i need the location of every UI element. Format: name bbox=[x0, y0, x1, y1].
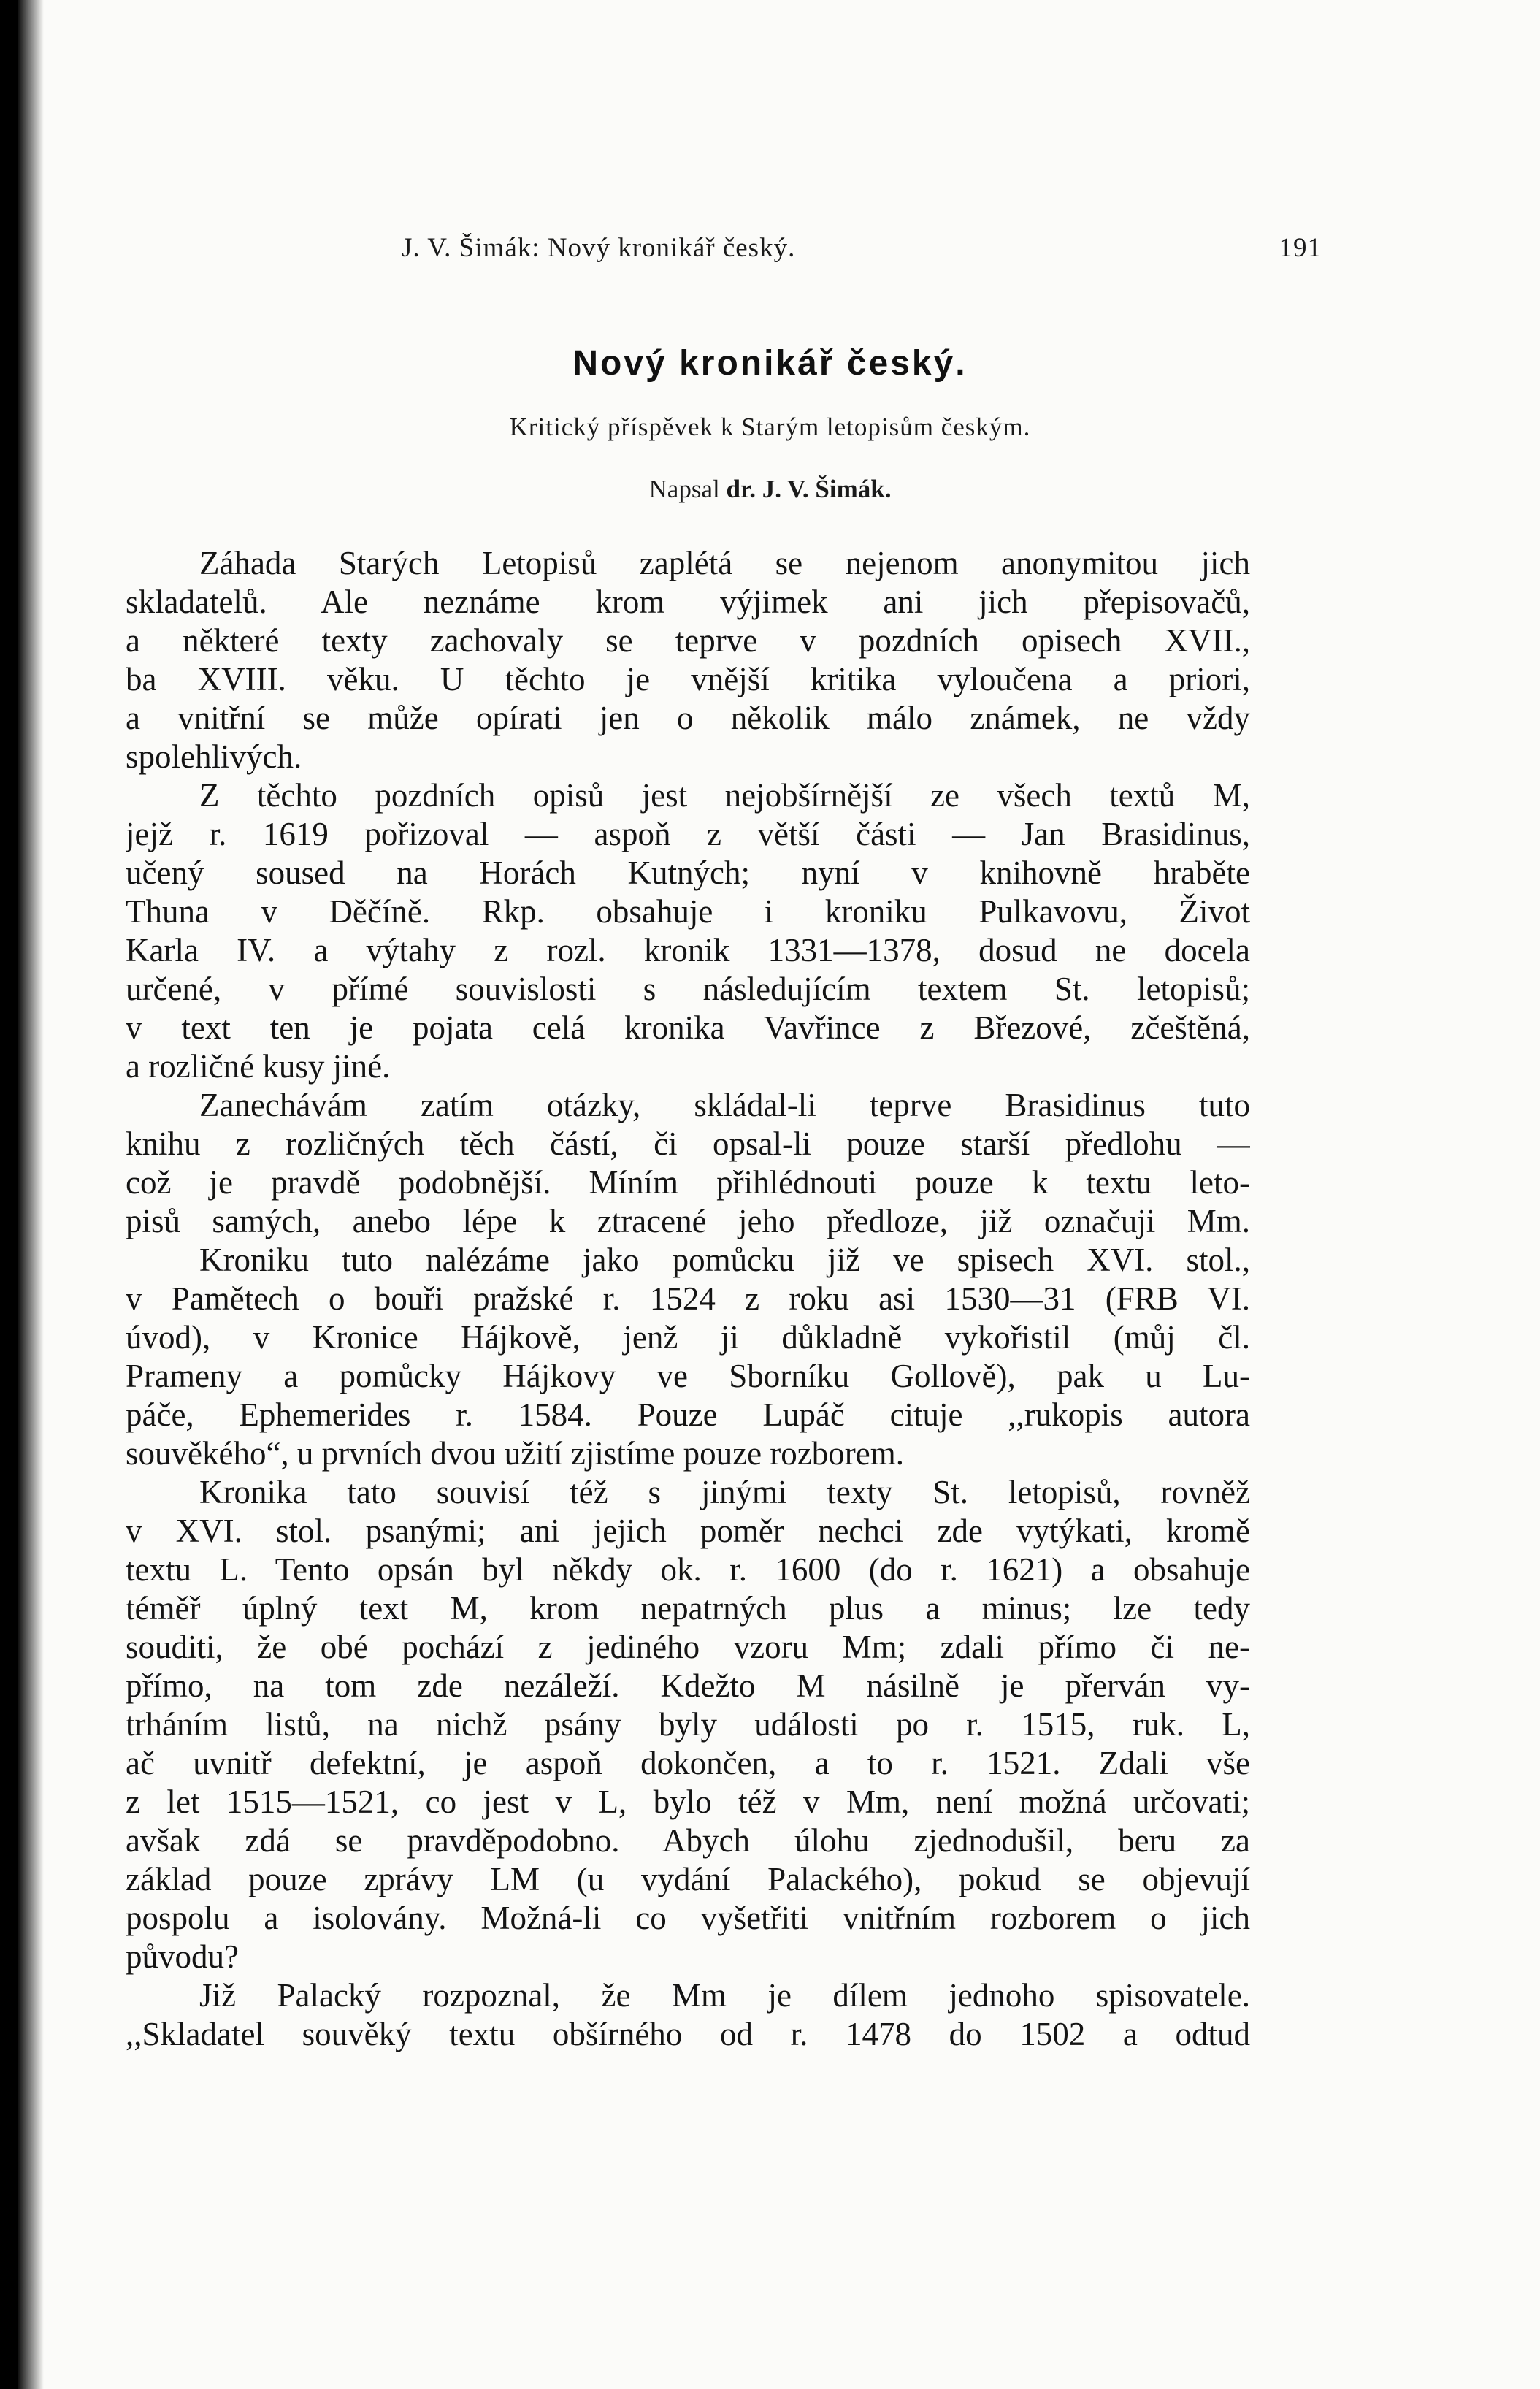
text-line: spolehlivých. bbox=[126, 738, 302, 775]
text-line: učený soused na Horách Kutných; nyní v knihovně hraběte bbox=[126, 855, 1250, 891]
text-line: Z těchto pozdních opisů jest nejobšírnější ze všech textů M, bbox=[199, 777, 1250, 814]
text-line: a některé texty zachovaly se teprve v pozdních opisech XVII., bbox=[126, 622, 1250, 659]
text-line: souditi, že obé pochází z jediného vzoru Mm; zdali přímo či ne- bbox=[126, 1629, 1250, 1665]
text-line: úvod), v Kronice Hájkově, jenž ji důkladně vykořistil (můj čl. bbox=[126, 1319, 1250, 1356]
article-subtitle: Kritický příspěvek k Starým letopisům českým. bbox=[509, 413, 1031, 441]
byline-prefix: Napsal bbox=[648, 475, 720, 503]
text-line: páče, Ephemerides r. 1584. Pouze Lupáč cituje ,,rukopis autora bbox=[126, 1396, 1250, 1433]
running-head-title: J. V. Šimák: Nový kronikář český. bbox=[402, 233, 796, 263]
text-line: a vnitřní se může opírati jen o několik málo známek, ne vždy bbox=[126, 700, 1250, 736]
article-title: Nový kronikář český. bbox=[572, 344, 968, 383]
text-line: Zanechávám zatím otázky, skládal-li teprve Brasidinus tuto bbox=[199, 1087, 1250, 1123]
text-line: pospolu a isolovány. Možná-li co vyšetřiti vnitřním rozborem o jich bbox=[126, 1900, 1250, 1936]
text-line: skladatelů. Ale neznáme krom výjimek ani jich přepisovačů, bbox=[126, 584, 1250, 620]
page-number: 191 bbox=[1279, 233, 1322, 263]
text-line: knihu z rozličných těch částí, či opsal-li pouze starší předlohu — bbox=[126, 1125, 1250, 1162]
body-text bbox=[126, 544, 1250, 2054]
text-line: v text ten je pojata celá kronika Vavřince z Březové, zčeštěná, bbox=[126, 1009, 1250, 1046]
running-head bbox=[117, 232, 1322, 276]
text-line: což je pravdě podobnější. Míním přihlédnouti pouze k textu leto- bbox=[126, 1164, 1250, 1201]
text-line: ,,Skladatel souvěký textu obšírného od r. 1478 do 1502 a odtud bbox=[126, 2016, 1250, 2052]
text-line: Thuna v Děčíně. Rkp. obsahuje i kroniku Pulkavovu, Život bbox=[126, 893, 1250, 930]
text-line: přímo, na tom zde nezáleží. Kdežto M násilně je přerván vy- bbox=[126, 1667, 1250, 1704]
text-line: Kronika tato souvisí též s jinými texty St. letopisů, rovněž bbox=[199, 1474, 1250, 1510]
text-line: Karla IV. a výtahy z rozl. kronik 1331—1378, dosud ne docela bbox=[126, 932, 1250, 968]
text-line: avšak zdá se pravděpodobno. Abych úlohu zjednodušil, beru za bbox=[126, 1822, 1250, 1859]
text-line: v XVI. stol. psanými; ani jejich poměr nechci zde vytýkati, kromě bbox=[126, 1513, 1250, 1549]
text-line: pisů samých, anebo lépe k ztracené jeho předloze, již označuji Mm. bbox=[126, 1203, 1250, 1239]
text-line: textu L. Tento opsán byl někdy ok. r. 1600 (do r. 1621) a obsahuje bbox=[126, 1551, 1250, 1588]
text-line: určené, v přímé souvislosti s následujícím textem St. letopisů; bbox=[126, 971, 1250, 1007]
text-line: ba XVIII. věku. U těchto je vnější kritika vyloučena a priori, bbox=[126, 661, 1250, 697]
text-line: Kroniku tuto nalézáme jako pomůcku již ve spisech XVI. stol., bbox=[199, 1242, 1250, 1278]
byline-author: dr. J. V. Šimák. bbox=[726, 475, 892, 503]
text-line: téměř úplný text M, krom nepatrných plus a minus; lze tedy bbox=[126, 1590, 1250, 1627]
text-line: Již Palacký rozpoznal, že Mm je dílem jednoho spisovatele. bbox=[199, 1977, 1250, 2014]
text-line: původu? bbox=[126, 1938, 239, 1975]
text-line: Prameny a pomůcky Hájkovy ve Sborníku Gollově), pak u Lu- bbox=[126, 1358, 1250, 1394]
text-line: Záhada Starých Letopisů zaplétá se nejenom anonymitou jich bbox=[199, 545, 1250, 581]
text-line: základ pouze zprávy LM (u vydání Palackého), pokud se objevují bbox=[126, 1861, 1250, 1897]
author-line bbox=[0, 475, 1540, 504]
text-line: souvěkého“, u prvních dvou užití zjistíme pouze rozborem. bbox=[126, 1435, 904, 1472]
text-line: ač uvnitř defektní, je aspoň dokončen, a to r. 1521. Zdali vše bbox=[126, 1745, 1250, 1781]
text-line: v Pamětech o bouři pražské r. 1524 z roku asi 1530—31 (FRB VI. bbox=[126, 1280, 1250, 1317]
text-line: z let 1515—1521, co jest v L, bylo též v Mm, není možná určovati; bbox=[126, 1784, 1250, 1820]
text-line: a rozličné kusy jiné. bbox=[126, 1048, 391, 1085]
text-line: jejž r. 1619 pořizoval — aspoň z větší části — Jan Brasidinus, bbox=[126, 816, 1250, 852]
text-line: trháním listů, na nichž psány byly události po r. 1515, ruk. L, bbox=[126, 1706, 1250, 1743]
